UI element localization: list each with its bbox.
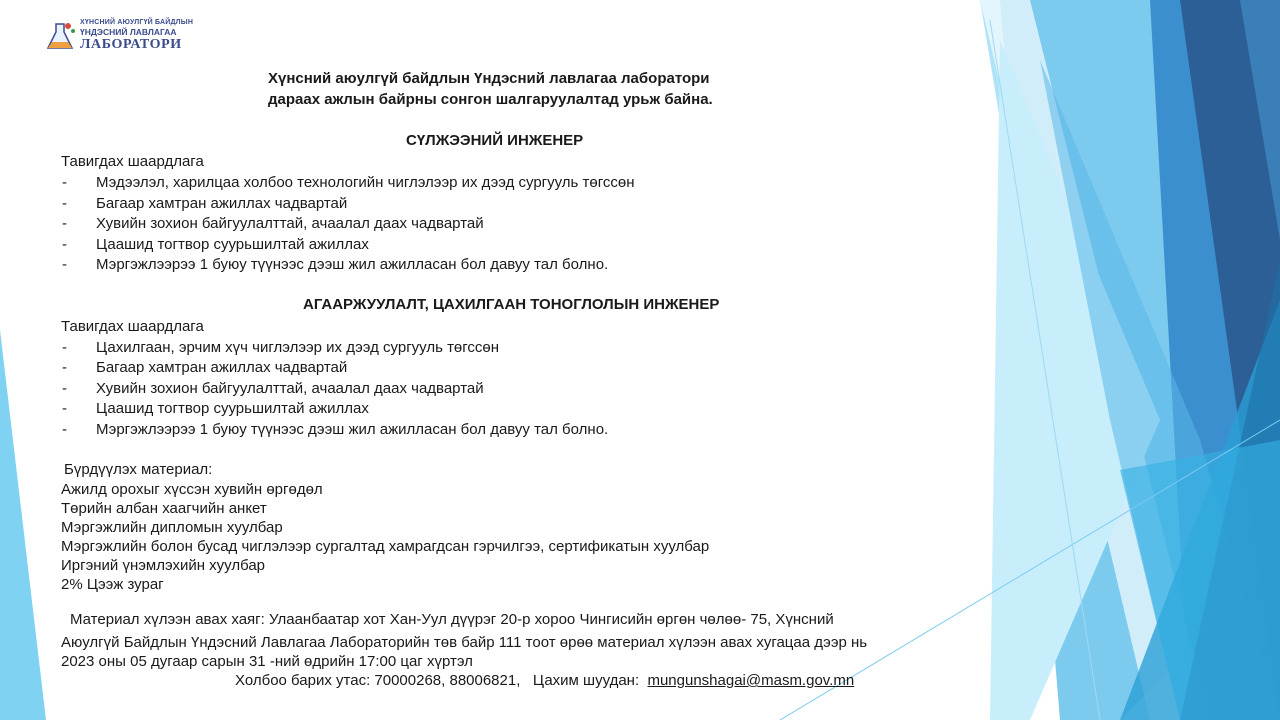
position-2-item: Цахилгаан, эрчим хүч чиглэлээр их дээд сургууль төгссөн: [96, 339, 500, 356]
materials-label: Бүрдүүлэх материал:: [64, 461, 213, 478]
logo-text: [80, 19, 193, 52]
email-label: Цахим шуудан:: [532, 672, 640, 689]
materials-item: 2% Цээж зураг: [61, 576, 164, 593]
materials-item: Иргэний үнэмлэхийн хуулбар: [61, 557, 266, 574]
logo-line-2: ҮНДЭСНИЙ ЛАВЛАГАА: [80, 27, 177, 37]
position-2-title: АГААРЖУУЛАЛТ, ЦАХИЛГААН ТОНОГЛОЛЫН ИНЖЕНЕР: [303, 296, 720, 313]
list-dash: -: [62, 236, 67, 253]
position-2-item: Мэргэжлээрээ 1 буюу түүнээс дээш жил ажилласан бол давуу тал болно.: [96, 421, 609, 438]
intro-line-1: Хүнсний аюулгүй байдлын Үндэсний лавлагаа лаборатори: [268, 70, 710, 87]
footer-contact: [235, 672, 854, 690]
list-dash: -: [62, 421, 67, 438]
intro-line-2: дараах ажлын байрны сонгон шалгаруулалтад урьж байна.: [268, 91, 713, 108]
list-dash: -: [62, 256, 67, 273]
list-dash: -: [62, 359, 67, 376]
list-dash: -: [62, 174, 67, 191]
materials-item: Төрийн албан хаагчийн анкет: [61, 500, 267, 517]
list-dash: -: [62, 195, 67, 212]
position-1-req-label: Тавигдах шаардлага: [61, 153, 204, 170]
logo-line-3: ЛАБОРАТОРИ: [80, 36, 182, 52]
position-2-item: Хувийн зохион байгуулалттай, ачаалал даах чадвартай: [96, 380, 484, 397]
position-1-title: СҮЛЖЭЭНИЙ ИНЖЕНЕР: [406, 132, 584, 149]
list-dash: -: [62, 380, 67, 397]
position-1-item: Мэргэжлээрээ 1 буюу түүнээс дээш жил ажилласан бол давуу тал болно.: [96, 256, 609, 273]
footer-address-line-2: Аюулгүй Байдлын Үндэсний Лавлагаа Лабораторийн төв байр 111 тоот өрөө материал хүлээн авах хугацаа дээр нь: [61, 634, 868, 651]
logo-line-1: ХҮНСНИЙ АЮУЛГҮЙ БАЙДЛЫН: [80, 19, 194, 26]
materials-item: Ажилд орохыг хүссэн хувийн өргөдөл: [61, 481, 323, 498]
list-dash: -: [62, 215, 67, 232]
position-2-item: Багаар хамтран ажиллах чадвартай: [96, 359, 348, 376]
list-dash: -: [62, 400, 67, 417]
position-1-item: Цаашид тогтвор суурьшилтай ажиллах: [96, 236, 369, 253]
position-1-item: Багаар хамтран ажиллах чадвартай: [96, 195, 348, 212]
materials-item: Мэргэжлийн дипломын хуулбар: [61, 519, 283, 536]
position-1-item: Мэдээлэл, харилцаа холбоо технологийн чиглэлээр их дээд сургууль төгссөн: [96, 174, 635, 191]
position-1-item: Хувийн зохион байгуулалттай, ачаалал даах чадвартай: [96, 215, 484, 232]
position-2-item: Цаашид тогтвор суурьшилтай ажиллах: [96, 400, 369, 417]
contact-phones: Холбоо барих утас: 70000268, 88006821,: [235, 672, 521, 689]
position-2-req-label: Тавигдах шаардлага: [61, 318, 204, 335]
footer-deadline: 2023 оны 05 дугаар сарын 31 -ний өдрийн 17:00 цаг хүртэл: [61, 653, 473, 670]
materials-item: Мэргэжлийн болон бусад чиглэлээр сургалтад хамрагдсан гэрчилгээ, сертификатын хуулбар: [61, 538, 710, 555]
footer-address-line-1: Материал хүлээн авах хаяг: Улаанбаатар хот Хан-Уул дүүрэг 20-р хороо Чингисийн өргөн чөлөө- 75, Хүнсний: [70, 611, 834, 628]
email-link[interactable]: mungunshagai@masm.gov.mn: [647, 672, 855, 689]
list-dash: -: [62, 339, 67, 356]
